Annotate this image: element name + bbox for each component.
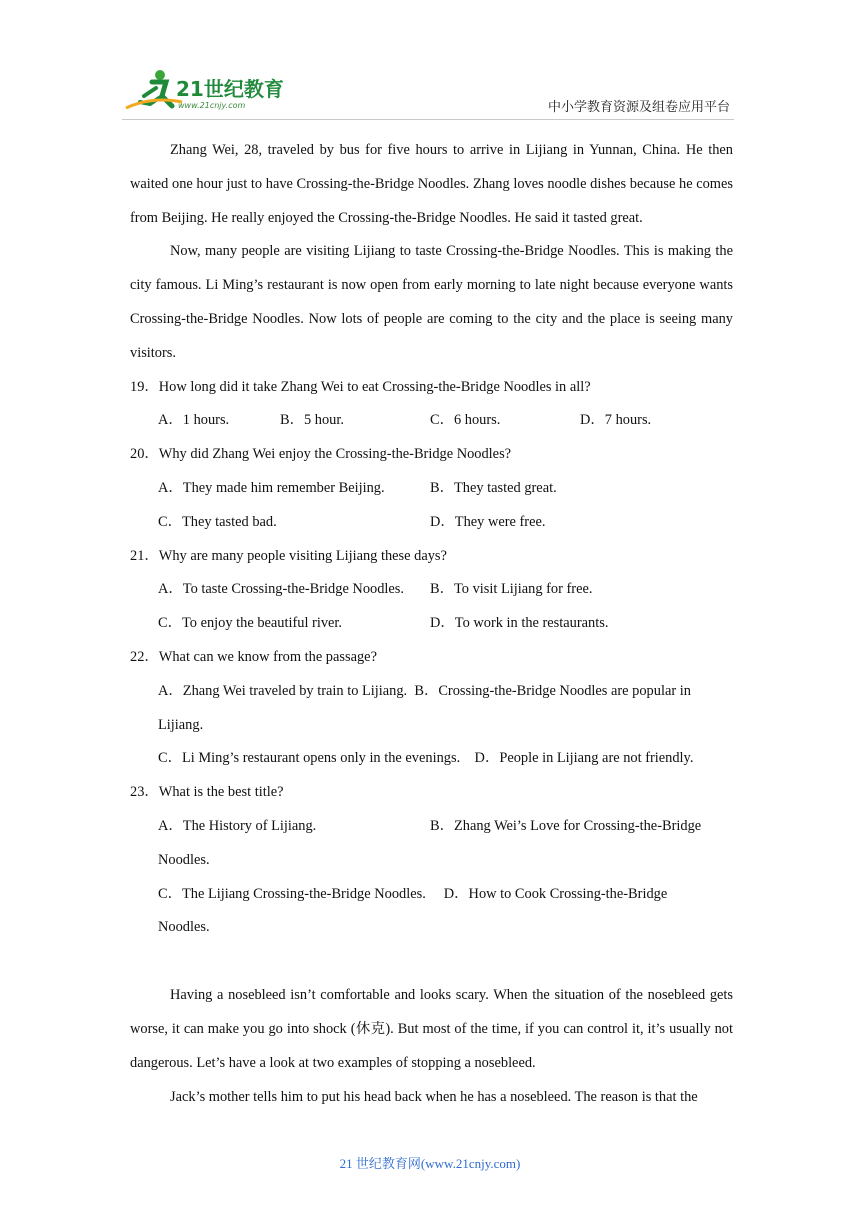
option-d[interactable]: D．They were free. [430, 513, 546, 530]
passage1-paragraph-1: Zhang Wei, 28, traveled by bus for five hours to arrive in Lijiang in Yunnan, China. He then waited one hour just to have Crossing-the-Bridge Noodles. Zhang loves noodle dishes because he comes from Beijing. He really enjoyed the Crossing-the-Bridge Noodles. He said it tasted great. [130, 142, 733, 226]
option-d[interactable]: D．7 hours. [580, 412, 652, 429]
question-22-stem: 22．What can we know from the passage? [130, 648, 377, 665]
header-divider [122, 119, 734, 120]
option-d[interactable]: D．To work in the restaurants. [430, 615, 609, 632]
option-b[interactable]: B．Zhang Wei’s Love for Crossing-the-Bridge [430, 817, 702, 834]
question-23-stem: 23．What is the best title? [130, 784, 284, 801]
page-footer[interactable]: 21 世纪教育网(www.21cnjy.com) [339, 1156, 521, 1171]
logo-text: 21世纪教育 [176, 77, 284, 101]
option-b[interactable]: B．5 hour. [280, 412, 344, 429]
option-a[interactable]: A．The History of Lijiang. [158, 817, 317, 834]
option-a[interactable]: A．They made him remember Beijing. [158, 479, 385, 496]
passage2-paragraph-2: Jack’s mother tells him to put his head back when he has a nosebleed. The reason is that the [170, 1088, 698, 1105]
document-body [130, 134, 733, 1114]
question-21-options-ab [158, 573, 733, 607]
question-19-stem: 19．How long did it take Zhang Wei to eat Crossing-the-Bridge Noodles in all? [130, 378, 591, 395]
question-23-option-b-continued: Noodles. [158, 851, 210, 868]
question-19-options [158, 404, 733, 438]
question-22-options-ab[interactable]: A．Zhang Wei traveled by train to Lijiang. B．Crossing-the-Bridge Noodles are popular in [158, 682, 691, 699]
option-c[interactable]: C．6 hours. [430, 412, 501, 429]
passage1-paragraph-2: Now, many people are visiting Lijiang to taste Crossing-the-Bridge Noodles. This is making the city famous. Li Ming’s restaurant is now open from early morning to late night because everyone wants Crossing-the-Bridge Noodles. Now lots of people are coming to the city and the place is seeing many visitors. [130, 243, 733, 361]
question-20-stem: 20．Why did Zhang Wei enjoy the Crossing-the-Bridge Noodles? [130, 446, 512, 463]
logo-url: www.21cnjy.com [178, 101, 246, 110]
option-c[interactable]: C．They tasted bad. [158, 513, 277, 530]
option-a[interactable]: A．To taste Crossing-the-Bridge Noodles. [158, 581, 404, 598]
question-23-option-d-continued: Noodles. [158, 919, 210, 936]
question-20-options-cd [158, 506, 733, 540]
option-c[interactable]: C．To enjoy the beautiful river. [158, 615, 343, 632]
option-b[interactable]: B．They tasted great. [430, 479, 557, 496]
passage2-paragraph-1: Having a nosebleed isn’t comfortable and looks scary. When the situation of the nosebleed gets worse, it can make you go into shock (休克). But most of the time, if you can control it, it’s usually not dangerous. Let’s have a look at two examples of stopping a nosebleed. [130, 987, 733, 1071]
platform-name: 中小学教育资源及组卷应用平台 [547, 99, 730, 114]
question-21-stem: 21．Why are many people visiting Lijiang these days? [130, 547, 447, 564]
question-20-options-ab [158, 472, 733, 506]
site-logo[interactable] [122, 66, 292, 114]
question-22-option-b-continued: Lijiang. [158, 716, 204, 733]
question-21-options-cd [158, 607, 733, 641]
question-23-options-cd[interactable]: C．The Lijiang Crossing-the-Bridge Noodles. D．How to Cook Crossing-the-Bridge [158, 885, 668, 902]
option-a[interactable]: A．1 hours. [158, 412, 230, 429]
page-header [0, 0, 860, 120]
question-23-options-ab [158, 810, 733, 844]
question-22-options-cd[interactable]: C．Li Ming’s restaurant opens only in the evenings. D．People in Lijiang are not friendly. [158, 750, 694, 767]
option-b[interactable]: B．To visit Lijiang for free. [430, 581, 593, 598]
section-gap [130, 945, 733, 979]
